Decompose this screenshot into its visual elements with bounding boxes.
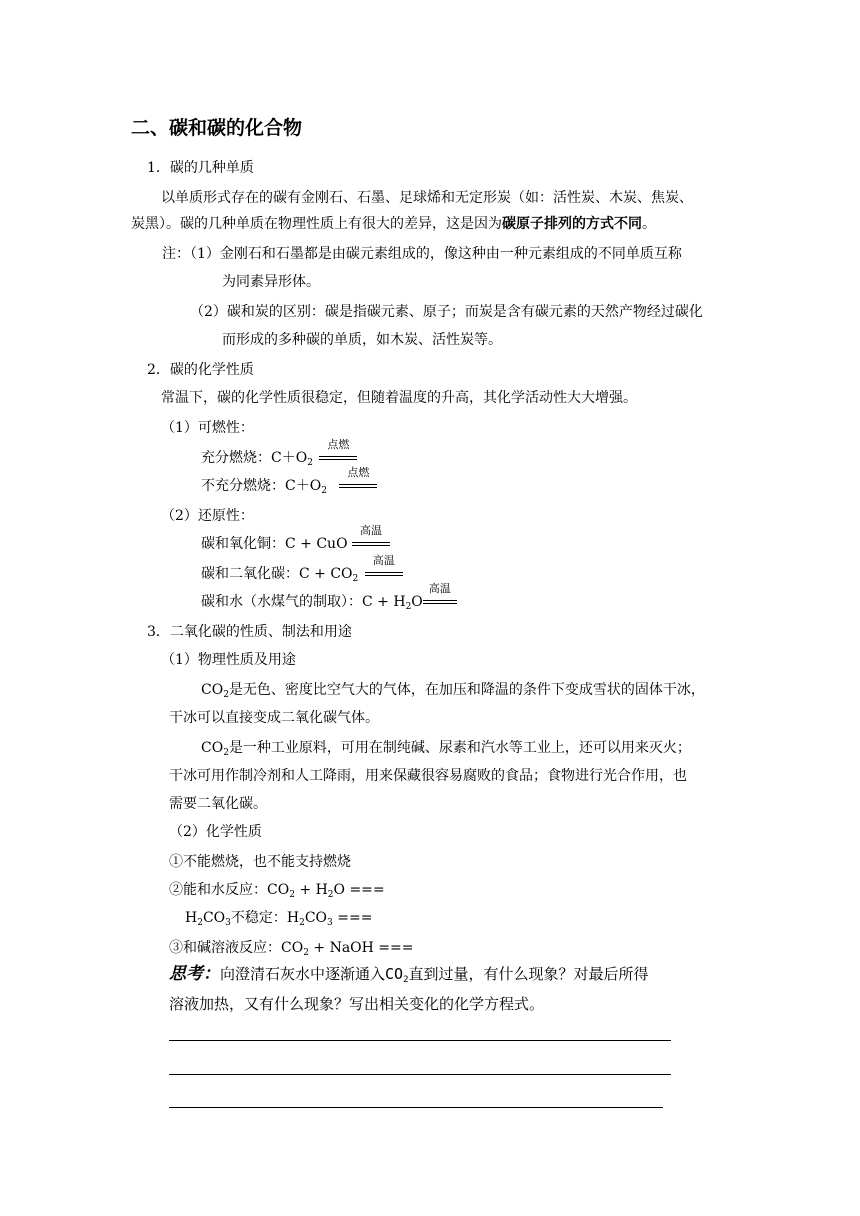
section-1-paragraph: 以单质形式存在的碳有金刚石、石墨、足球烯和无定形炭（如：活性炭、木炭、焦炭、 [161, 190, 693, 206]
reducibility-heading: （2）还原性： [161, 508, 254, 524]
note-2: （2）碳和炭的区别：碳是指碳元素、原子；而炭是含有碳元素的天然产物经过碳化 [190, 304, 703, 320]
section-1-heading: 1．碳的几种单质 [147, 160, 254, 176]
uses-paragraph-end: 需要二氧化碳。 [169, 796, 267, 812]
note-1: 注：（1）金刚石和石墨都是由碳元素组成的，像这种由一种元素组成的不同单质互称 [162, 246, 682, 262]
section-1-paragraph-cont: 炭黑）。碳的几种单质在物理性质上有很大的差异，这是因为碳原子排列的方式不同。 [131, 216, 656, 232]
condition-high-temp: 高温 [365, 564, 403, 580]
reaction-carbon-copper-oxide: 碳和氧化铜：C + CuO 高温 [201, 534, 390, 554]
note-1-cont: 为同素异形体。 [222, 274, 320, 290]
note-2-cont: 而形成的多种碳的单质，如木炭、活性炭等。 [222, 332, 502, 348]
combustibility-heading: （1）可燃性： [161, 420, 254, 436]
reaction-carbon-water: 碳和水（水煤气的制取）：$C + H_2O$ 高温 [201, 592, 457, 612]
reaction-complete-combustion: 充分燃烧：$C+O_2$ 点燃 [201, 448, 357, 468]
condition-ignite: 点燃 [319, 448, 357, 464]
section-2-paragraph: 常温下，碳的化学性质很稳定，但随着温度的升高，其化学活动性大大增强。 [161, 390, 637, 406]
chemical-property-1: ①不能燃烧，也不能支持燃烧 [169, 854, 351, 870]
carbonic-acid-unstable: $H_2CO_3$不稳定：$H_2CO_3$ === [185, 910, 373, 928]
section-2-heading: 2．碳的化学性质 [147, 362, 254, 378]
physical-properties-heading: （1）物理性质及用途 [161, 652, 296, 668]
emphasis-text: 碳原子排列的方式不同 [502, 216, 642, 232]
think-question-cont: 溶液加热，又有什么现象？写出相关变化的化学方程式。 [169, 995, 545, 1013]
uses-paragraph-cont: 干冰可用作制冷剂和人工降雨，用来保藏很容易腐败的食品；食物进行光合作用，也 [169, 768, 687, 784]
reaction-incomplete-combustion: 不充分燃烧：$C+O_2$ 点燃 [201, 476, 377, 496]
chemical-properties-heading: （2）化学性质 [169, 824, 262, 840]
chemical-property-2: ②能和水反应：$CO_2 + H_2O$ === [169, 882, 385, 900]
chemical-property-3: ③和碱溶液反应：$CO_2$ + NaOH === [169, 940, 414, 958]
page-title: 二、碳和碳的化合物 [131, 117, 303, 139]
uses-paragraph: $CO_2$是一种工业原料，可用在制纯碱、尿素和汽水等工业上，还可以用来灭火； [201, 740, 691, 758]
answer-line[interactable] [169, 1040, 671, 1041]
reaction-carbon-carbon-dioxide: 碳和二氧化碳：$C + CO_2$ 高温 [201, 564, 403, 584]
physical-properties-cont: 干冰可以直接变成二氧化碳气体。 [169, 710, 379, 726]
condition-ignite: 点燃 [339, 476, 377, 492]
think-label: 思考： [169, 964, 220, 984]
section-3-heading: 3．二氧化碳的性质、制法和用途 [147, 624, 352, 640]
physical-properties-paragraph: $CO_2$是无色、密度比空气大的气体，在加压和降温的条件下变成雪状的固体干冰， [201, 682, 705, 700]
think-question: 思考：向澄清石灰水中逐渐通入$CO_2$直到过量，有什么现象？对最后所得 [169, 964, 649, 985]
condition-high-temp: 高温 [352, 534, 390, 550]
answer-line[interactable] [169, 1074, 671, 1075]
answer-line[interactable] [169, 1107, 663, 1108]
condition-high-temp: 高温 [423, 592, 457, 608]
